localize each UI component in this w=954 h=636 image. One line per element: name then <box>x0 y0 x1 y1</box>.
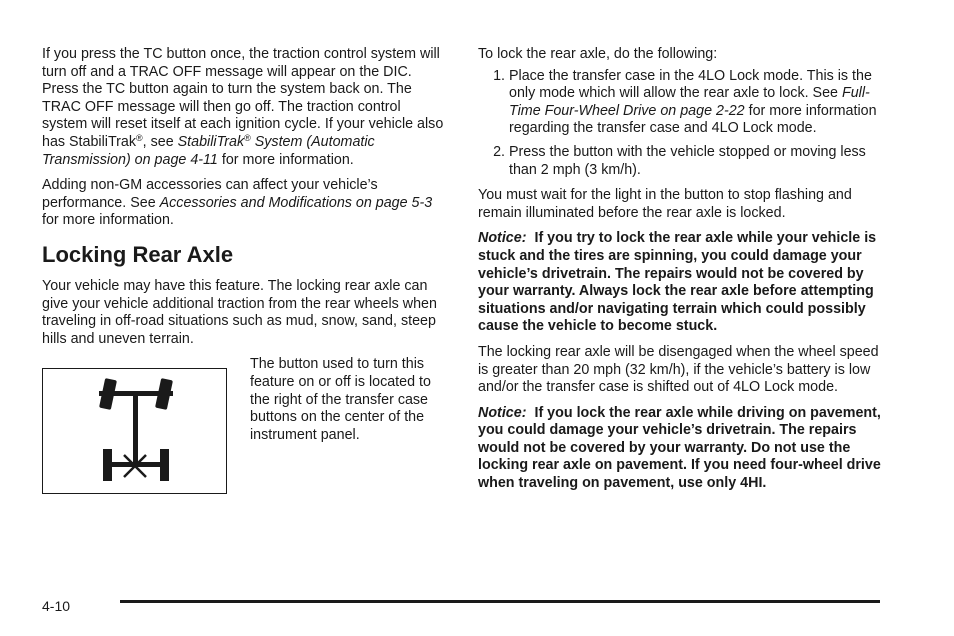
step-item <box>509 144 888 179</box>
registered-mark-2: ® <box>244 132 251 143</box>
notice-body: If you try to lock the rear axle while your vehicle is stuck and the tires are spinning, you could damage your vehicle’s drivetrain. The repairs would not be covered by your warranty. Always lock the rear axle before attempting situations and/or navigating terrain which could possibly cause the vehicle to become stuck. <box>478 230 877 335</box>
step-1-text-b: for more information regarding the transfer case and 4LO Lock mode. <box>509 102 877 137</box>
steps-intro: To lock the rear axle, do the following: <box>478 46 718 62</box>
left-column <box>42 46 447 502</box>
notice-body: If you lock the rear axle while driving on pavement, you could damage your vehicle’s drivetrain. The repairs would not be covered by your warranty. Do not use the locking rear axle on pavement. If you need four-wheel drive when traveling on pavement, use only 4HI. <box>478 404 881 492</box>
step-2-text: Press the button with the vehicle stopped or moving less than 2 mph (3 km/h). <box>509 143 866 178</box>
traction-control-paragraph <box>42 46 447 169</box>
step-1-text-a: Place the transfer case in the 4LO Lock mode. This is the only mode which will allow the rear axle to lock. See <box>509 67 872 102</box>
accessories-paragraph <box>42 177 447 230</box>
notice-1 <box>478 230 888 336</box>
steps-list <box>478 68 888 180</box>
accessories-ref: Accessories and Modifications on page 5-3 <box>159 194 433 211</box>
step-item <box>509 68 888 138</box>
accessories-text-b: for more information. <box>42 212 174 229</box>
section-heading: Locking Rear Axle <box>42 241 234 267</box>
axle-icon-frame <box>42 368 227 494</box>
page-number: 4-10 <box>42 598 71 614</box>
stabilitrak-ref-a: StabiliTrak <box>177 133 245 150</box>
stabilitrak-ref-b: System (Automatic Transmission) on page 4-11 <box>42 133 375 168</box>
right-column <box>478 46 888 501</box>
disengage-paragraph: The locking rear axle will be disengaged when the wheel speed is greater than 20 mph (32 km/h), if the vehicle’s battery is low and/or the transfer case is shifted out of 4LO Lock mode. <box>478 343 879 396</box>
locking-rear-axle-icon <box>93 377 179 485</box>
footer-rule <box>120 600 880 603</box>
wait-paragraph: You must wait for the light in the button to stop flashing and remain illuminated before the rear axle is locked. <box>478 187 852 221</box>
notice-label: Notice: <box>478 230 527 247</box>
notice-label: Notice: <box>478 404 527 421</box>
feature-description: Your vehicle may have this feature. The locking rear axle can give your vehicle additional traction from the rear wheels when traveling in off-road situations such as mud, snow, sand, steep hills and uneven terrain. <box>42 277 437 347</box>
figure-caption: The button used to turn this feature on or off is located to the right of the transfer case buttons on the center of the instrument panel. <box>250 356 431 443</box>
four-wheel-drive-ref: Full-Time Four-Wheel Drive on page 2-22 <box>509 85 870 119</box>
tc-text-a: If you press the TC button once, the traction control system will turn off and a TRAC OFF message will appear on the DIC. Press the TC button again to turn the system back on. The TRAC OFF message will then go off. The traction control system will reset itself at each ignition cycle. If your vehicle also has StabiliTrak <box>42 46 444 150</box>
accessories-text-a: Adding non-GM accessories can affect your vehicle’s performance. See <box>42 177 378 211</box>
registered-mark: ® <box>136 132 143 143</box>
notice-2 <box>478 405 888 493</box>
tc-text-b: , see <box>142 133 178 150</box>
figure-row <box>42 356 447 502</box>
tc-text-c: for more information. <box>217 151 354 168</box>
